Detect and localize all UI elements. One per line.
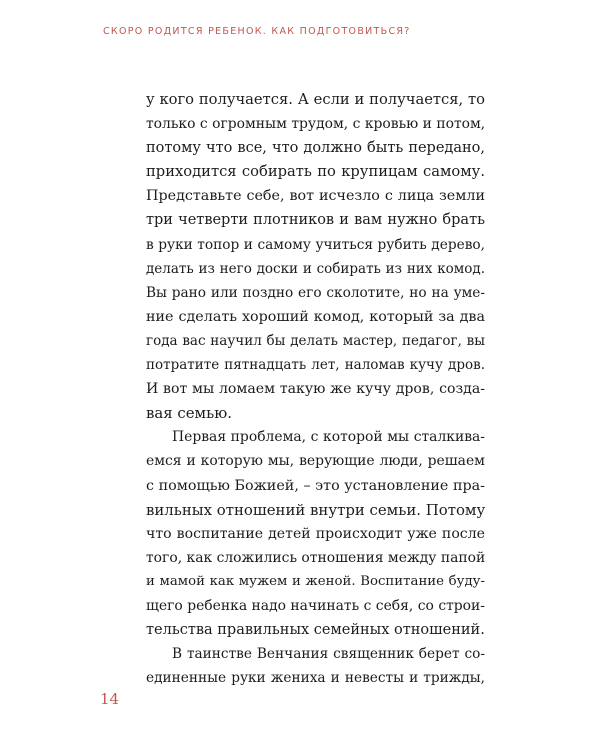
- page-number: 14: [100, 690, 120, 708]
- text-line: три четверти плотников и вам нужно брать: [146, 212, 485, 229]
- text-line: В таинстве Венчания священник берет со-: [172, 646, 485, 663]
- text-line: тельства правильных семейных отношений.: [146, 622, 485, 639]
- text-line: года вас научил бы делать мастер, педагог, вы: [146, 332, 485, 349]
- running-header: СКОРО РОДИТСЯ РЕБЕНОК. КАК ПОДГОТОВИТЬСЯ?: [103, 26, 411, 37]
- text-line: у кого получается. А если и получается, то: [146, 91, 485, 108]
- text-line: приходится собирать по крупицам самому.: [146, 163, 485, 181]
- text-line: Первая проблема, с которой мы сталкива-: [172, 429, 485, 446]
- text-line: с помощью Божией, – это установление пра-: [146, 477, 485, 494]
- text-line: потратите пятнадцать лет, наломав кучу дров.: [146, 357, 485, 374]
- text-line: в руки топор и самому учиться рубить дерево,: [146, 236, 485, 253]
- text-line: ние сделать хороший комод, который за два: [146, 308, 485, 325]
- text-line: что воспитание детей происходит уже после: [146, 525, 485, 542]
- text-line: делать из него доски и собирать из них комод.: [146, 260, 485, 277]
- text-line: емся и которую мы, верующие люди, решаем: [146, 453, 485, 470]
- body-text: [146, 88, 485, 690]
- text-line: потому что все, что должно быть передано,: [146, 140, 485, 157]
- text-line: И вот мы ломаем такую же кучу дров, созда-: [146, 381, 485, 398]
- text-line: вая семью.: [146, 404, 232, 423]
- text-line: только с огромным трудом, с кровью и потом,: [146, 116, 486, 133]
- text-line: Вы рано или поздно его сколотите, но на уме-: [146, 284, 485, 301]
- text-line: и мамой как мужем и женой. Воспитание буду-: [146, 573, 485, 589]
- text-line: того, как сложились отношения между папой: [146, 549, 486, 566]
- text-line: вильных отношений внутри семьи. Потому: [146, 500, 486, 519]
- text-line: единенные руки жениха и невесты и трижды,: [146, 670, 485, 687]
- text-line: Представьте себе, вот исчезло с лица земли: [146, 188, 485, 205]
- text-line: щего ребенка надо начинать с себя, со строи-: [146, 597, 485, 614]
